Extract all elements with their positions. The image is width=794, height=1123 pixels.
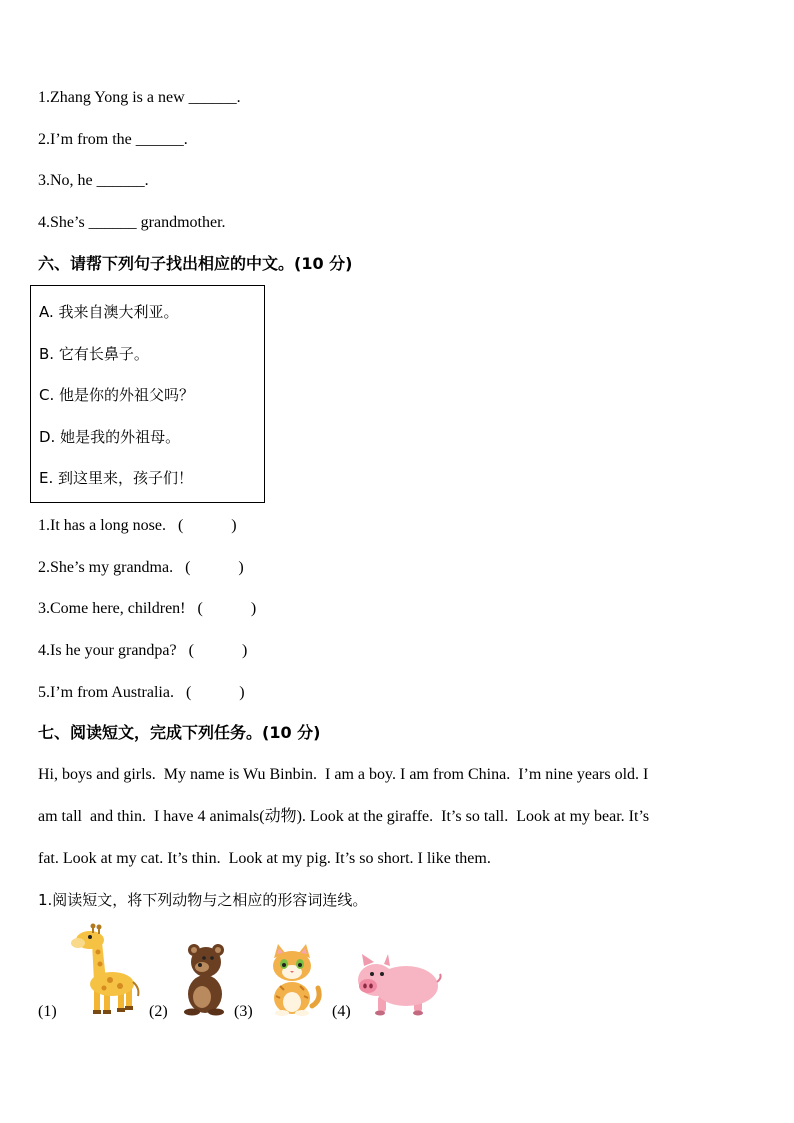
blank-question-3: 3.No, he ______. <box>38 172 149 189</box>
cat-icon <box>262 942 324 1016</box>
passage-line-3: fat. Look at my cat. It’s thin. Look at my pig. It’s so short. I like them. <box>38 850 491 867</box>
section7-heading: 七、阅读短文，完成下列任务。(10 分) <box>38 723 321 742</box>
option-d: D. 她是我的外祖母。 <box>39 428 181 446</box>
blank-question-4: 4.She’s ______ grandmother. <box>38 214 226 231</box>
giraffe-icon <box>66 922 142 1016</box>
blank-question-2: 2.I’m from the ______. <box>38 131 188 148</box>
animal-number-1: (1) <box>38 1003 57 1020</box>
passage-line-1: Hi, boys and girls. My name is Wu Binbin. I am a boy. I am from China. I’m nine years old. I <box>38 766 649 783</box>
pig-icon <box>354 952 442 1016</box>
option-a: A. 我来自澳大利亚。 <box>39 303 179 321</box>
animal-number-4: (4) <box>332 1003 351 1020</box>
animal-number-2: (2) <box>149 1003 168 1020</box>
option-c: C. 他是你的外祖父吗？ <box>39 386 195 404</box>
match-question-5: 5.I’m from Australia. ( ) <box>38 684 245 701</box>
bear-icon <box>180 942 230 1016</box>
options-box <box>30 285 265 503</box>
option-b: B. 它有长鼻子。 <box>39 345 149 363</box>
match-question-1: 1.It has a long nose. ( ) <box>38 517 237 534</box>
match-question-2: 2.She’s my grandma. ( ) <box>38 559 244 576</box>
passage-line-2: am tall and thin. I have 4 animals(动物). Look at the giraffe. It’s so tall. Look at my bear. It’s <box>38 808 650 825</box>
blank-question-1: 1.Zhang Yong is a new ______. <box>38 89 241 106</box>
animal-number-3: (3) <box>234 1003 253 1020</box>
match-question-3: 3.Come here, children! ( ) <box>38 600 257 617</box>
section6-heading: 六、请帮下列句子找出相应的中文。(10 分) <box>38 254 353 273</box>
task1-instruction: 1.阅读短文，将下列动物与之相应的形容词连线。 <box>38 891 368 909</box>
match-question-4: 4.Is he your grandpa? ( ) <box>38 642 248 659</box>
option-e: E. 到这里来，孩子们！ <box>39 469 194 487</box>
